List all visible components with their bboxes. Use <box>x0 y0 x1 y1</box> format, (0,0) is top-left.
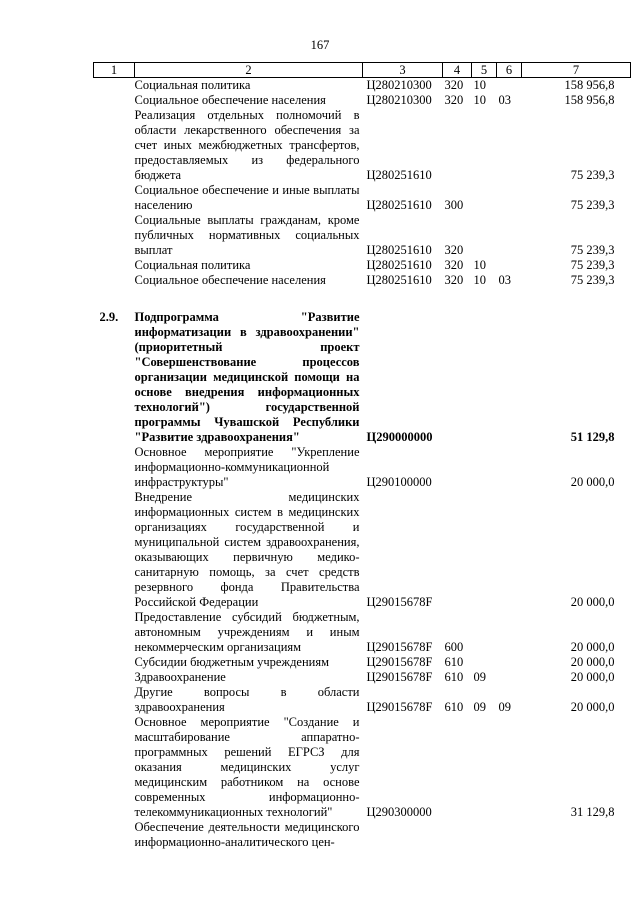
header-cell: 3 <box>363 63 443 78</box>
row-expense-type <box>443 310 472 445</box>
row-expense-type: 320 <box>444 258 464 272</box>
row-subsection <box>497 445 522 490</box>
row-name: Социальные выплаты гражданам, кроме публичных нормативных социальных выплат <box>134 213 360 257</box>
table-row <box>94 445 631 490</box>
header-cell: 2 <box>135 63 363 78</box>
row-number <box>94 445 135 490</box>
row-expense-type <box>443 490 472 610</box>
row-subsection: 03 <box>498 93 511 107</box>
row-amount: 20 000,0 <box>570 700 615 714</box>
row-number <box>94 685 135 715</box>
row-name: Другие вопросы в области здравоохранения <box>134 685 360 714</box>
budget-table <box>93 62 631 850</box>
row-name: Предоставление субсидий бюджетным, автономным учреждениям и иным некоммерческим организациям <box>134 610 360 654</box>
table-row <box>94 183 631 213</box>
table-row <box>94 820 631 850</box>
row-section: 10 <box>473 273 486 287</box>
row-name: Социальное обеспечение и иные выплаты населению <box>134 183 360 212</box>
row-name: Социальная политика <box>134 78 251 92</box>
row-amount: 75 239,3 <box>570 273 615 287</box>
row-name: Социальная политика <box>134 258 251 272</box>
row-subsection <box>497 78 522 94</box>
header-cell: 6 <box>497 63 522 78</box>
row-amount: 158 956,8 <box>564 78 615 92</box>
table-row <box>94 213 631 258</box>
row-amount: 20 000,0 <box>570 655 615 669</box>
row-code: Ц280251610 <box>366 168 432 182</box>
row-expense-type: 610 <box>444 670 464 684</box>
row-expense-type: 300 <box>444 198 464 212</box>
row-code: Ц280210300 <box>366 93 432 107</box>
row-subsection <box>497 715 522 820</box>
row-section: 10 <box>473 93 486 107</box>
row-subsection <box>497 670 522 685</box>
row-expense-type <box>443 820 472 850</box>
table-row <box>94 78 631 94</box>
row-code: Ц29015678F <box>366 595 433 609</box>
table-row-subprogram <box>94 310 631 445</box>
row-section: 09 <box>473 670 486 684</box>
row-code: Ц29015678F <box>366 700 433 714</box>
header-cell: 4 <box>443 63 472 78</box>
row-section <box>472 490 497 610</box>
row-section <box>472 655 497 670</box>
row-name: Обеспечение деятельности медицинского информационно-аналитического цен- <box>134 820 360 849</box>
row-section: 10 <box>473 78 486 92</box>
row-amount: 20 000,0 <box>570 640 615 654</box>
row-code: Ц280251610 <box>366 198 432 212</box>
table-row <box>94 685 631 715</box>
row-subsection <box>497 310 522 445</box>
row-expense-type: 600 <box>444 640 464 654</box>
row-number <box>94 820 135 850</box>
row-code: Ц290100000 <box>366 475 432 489</box>
row-expense-type: 320 <box>444 78 464 92</box>
row-amount: 31 129,8 <box>570 805 615 819</box>
row-subsection <box>497 213 522 258</box>
row-amount: 158 956,8 <box>564 93 615 107</box>
row-section <box>472 108 497 183</box>
row-expense-type: 320 <box>444 93 464 107</box>
row-number <box>94 670 135 685</box>
row-code: Ц280251610 <box>366 258 432 272</box>
row-section <box>472 445 497 490</box>
row-expense-type: 610 <box>444 700 464 714</box>
row-name: Подпрограмма "Развитие информатизации в здравоохранении" (приоритетный проект "Совершенствование процессов организации медицинской помощи на основе внедрения информационных технологий") государственной программы Чувашской Республики "Развитие здравоохранения" <box>134 310 360 444</box>
table-row <box>94 715 631 820</box>
row-name: Реализация отдельных полномочий в области лекарственного обеспечения за счет иных межбюджетных трансфертов, предоставляемых из федерального бюджета <box>134 108 360 182</box>
row-amount: 75 239,3 <box>570 198 615 212</box>
row-section <box>472 183 497 213</box>
row-number <box>94 93 135 108</box>
row-code: Ц280251610 <box>366 243 432 257</box>
row-code: Ц290300000 <box>366 805 432 819</box>
table-row <box>94 610 631 655</box>
row-expense-type: 320 <box>444 243 464 257</box>
row-name: Социальное обеспечение населения <box>134 93 326 107</box>
row-section <box>472 610 497 655</box>
row-number <box>94 78 135 94</box>
table-row <box>94 93 631 108</box>
row-number <box>94 490 135 610</box>
row-amount <box>522 820 631 850</box>
row-number <box>94 273 135 288</box>
row-name: Здравоохранение <box>134 670 226 684</box>
table-row <box>94 655 631 670</box>
row-number <box>94 108 135 183</box>
row-amount: 20 000,0 <box>570 595 615 609</box>
row-amount: 75 239,3 <box>570 258 615 272</box>
row-name: Основное мероприятие "Укрепление информационно-коммуникационной инфраструктуры" <box>134 445 360 489</box>
row-name: Субсидии бюджетным учреждениям <box>134 655 330 669</box>
row-expense-type <box>443 715 472 820</box>
row-code: Ц280210300 <box>366 78 432 92</box>
row-subsection <box>497 820 522 850</box>
table-row <box>94 490 631 610</box>
row-code: Ц290000000 <box>366 430 433 444</box>
row-spacer <box>94 288 631 310</box>
row-subsection <box>497 655 522 670</box>
row-section <box>472 820 497 850</box>
row-subsection <box>497 258 522 273</box>
row-amount: 75 239,3 <box>570 243 615 257</box>
row-expense-type: 610 <box>444 655 464 669</box>
row-amount: 51 129,8 <box>570 430 615 444</box>
row-subsection <box>497 490 522 610</box>
row-code: Ц29015678F <box>366 670 433 684</box>
row-section <box>472 715 497 820</box>
row-amount: 20 000,0 <box>570 475 615 489</box>
table-row <box>94 108 631 183</box>
row-code: Ц29015678F <box>366 655 433 669</box>
row-name: Внедрение медицинских информационных систем в медицинских организациях государственной и муниципальной систем здравоохранения, оказывающих первичную медико-санитарную помощь, за счет средств резервного фонда Правительства Российской Федерации <box>134 490 360 609</box>
table-row <box>94 258 631 273</box>
row-amount: 75 239,3 <box>570 168 615 182</box>
row-expense-type <box>443 445 472 490</box>
row-section: 09 <box>473 700 486 714</box>
row-code <box>363 820 443 850</box>
row-subsection <box>497 183 522 213</box>
row-section <box>472 213 497 258</box>
row-code: Ц29015678F <box>366 640 433 654</box>
row-number <box>94 715 135 820</box>
header-cell: 5 <box>472 63 497 78</box>
table-row <box>94 670 631 685</box>
row-subsection: 03 <box>498 273 511 287</box>
page-number: 167 <box>310 38 330 52</box>
row-number: 2.9. <box>99 310 119 324</box>
row-number <box>94 183 135 213</box>
table-header-row <box>94 63 631 78</box>
row-number <box>94 655 135 670</box>
row-subsection <box>497 108 522 183</box>
row-code: Ц280251610 <box>366 273 432 287</box>
row-number <box>94 213 135 258</box>
row-section <box>472 310 497 445</box>
header-cell: 1 <box>94 63 135 78</box>
row-number <box>94 610 135 655</box>
header-cell: 7 <box>522 63 631 78</box>
row-expense-type: 320 <box>444 273 464 287</box>
row-subsection: 09 <box>498 700 511 714</box>
row-name: Основное мероприятие "Создание и масштабирование аппаратно-программных решений ЕГРСЗ для оказания медицинских услуг медицинским работником на основе современных информационно-телекоммуникационных технологий" <box>134 715 360 819</box>
row-amount: 20 000,0 <box>570 670 615 684</box>
table-row <box>94 273 631 288</box>
row-expense-type <box>443 108 472 183</box>
row-name: Социальное обеспечение населения <box>134 273 326 287</box>
row-section: 10 <box>473 258 486 272</box>
row-number <box>94 258 135 273</box>
row-subsection <box>497 610 522 655</box>
